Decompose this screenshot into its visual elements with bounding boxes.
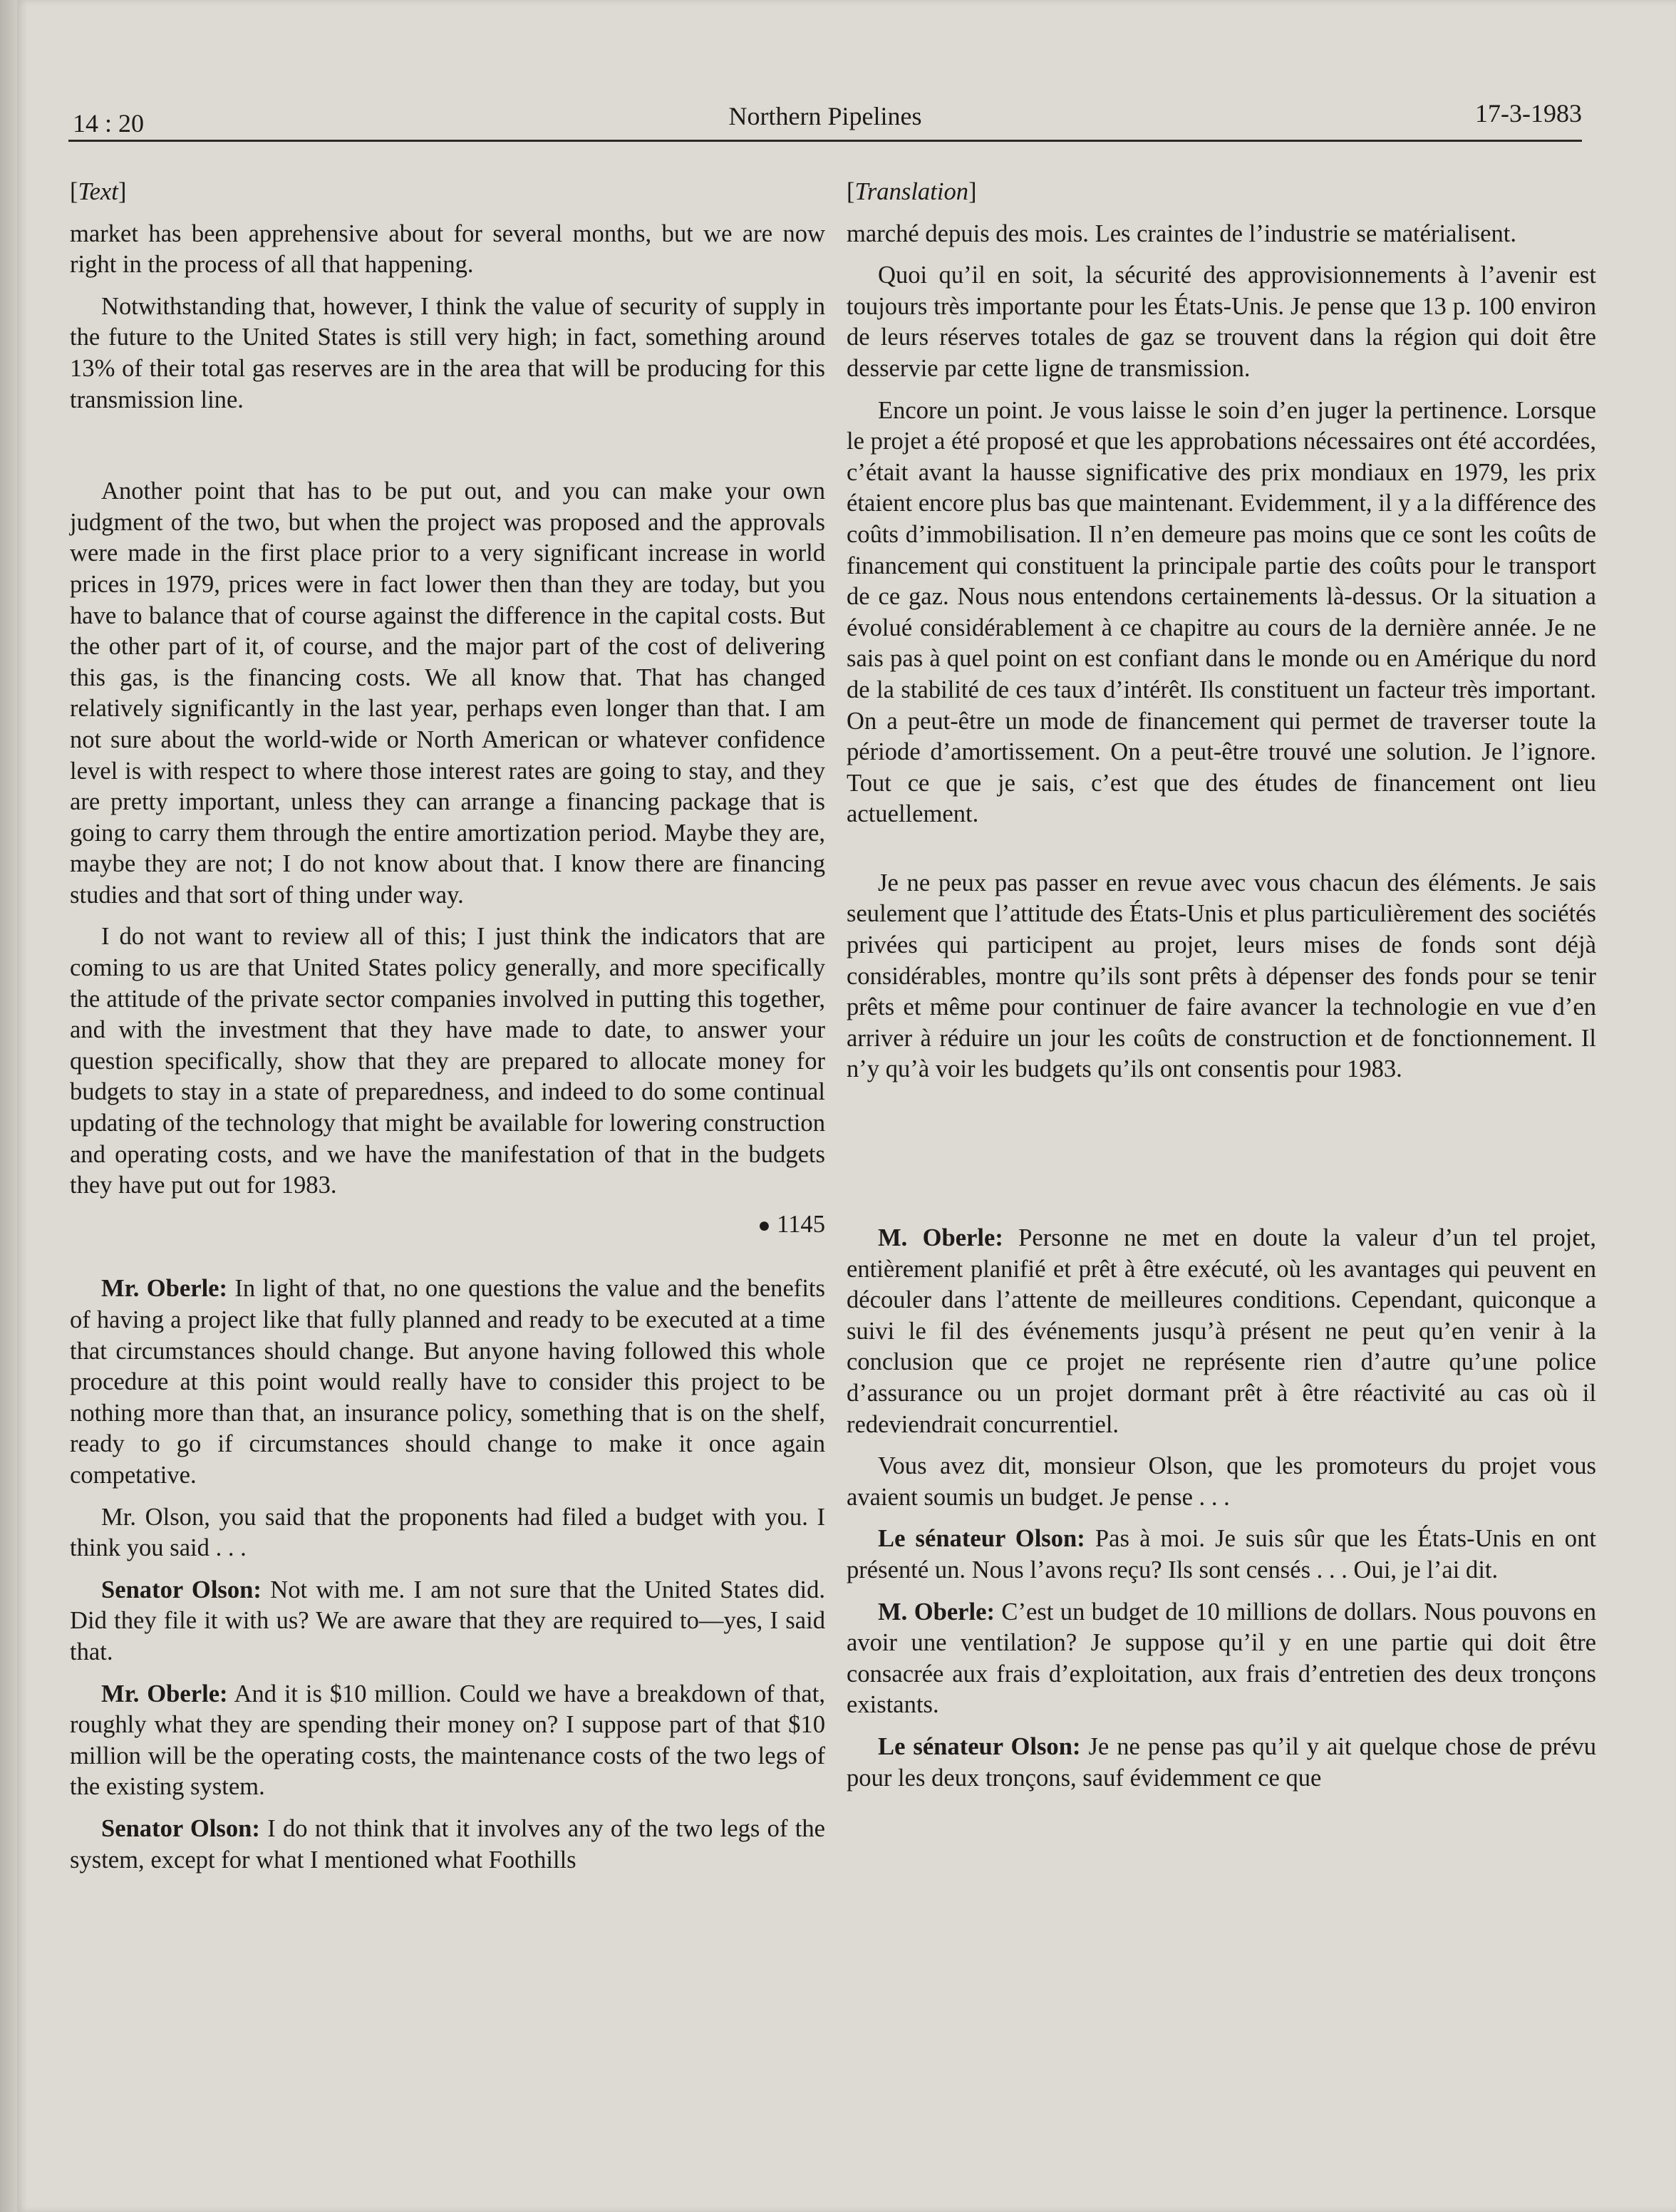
speaker-name: M. Oberle: xyxy=(878,1224,1003,1252)
speaker-name: Senator Olson: xyxy=(101,1814,260,1842)
running-title: Northern Pipelines xyxy=(728,102,922,130)
session-date: 17-3-1983 xyxy=(1475,99,1582,128)
speaker-name: M. Oberle: xyxy=(878,1598,995,1626)
speaker-name: Mr. Oberle: xyxy=(101,1275,228,1303)
english-column xyxy=(70,177,825,1886)
paragraph: Je ne peux pas passer en revue avec vous chacun des éléments. Je sais seulement que l’attitude des États-Unis et plus particulièrement des sociétés privées qui participent au projet, leurs mises de fonds sont déjà considérables, montre qu’ils sont prêts à dépenser des fonds pour se tenir prêts et même pour continuer de faire avancer la technologie en vue d’en arriver à réduire un jour les coûts de construction et de fonctionnement. Il n’y qu’à voir les budgets qu’ils ont consentis pour 1983. xyxy=(847,869,1596,1083)
speech-paragraph: Le sénateur Olson: Je ne pense pas qu’il y ait quelque chose de prévu pour les deux tronçons, sauf évidemment ce que xyxy=(847,1732,1596,1792)
speaker-name: Le sénateur Olson: xyxy=(878,1732,1081,1760)
speech-paragraph: Mr. Oberle: In light of that, no one questions the value and the benefits of having a project like that fully planned and ready to be executed at a time that circumstances should change. But anyone having followed this whole procedure at this point would really have to consider this project to be nothing more than that, an insurance policy, something that is on the shelf, ready to go if circumstances should change to make it once again competative. xyxy=(70,1275,825,1489)
paragraph: Encore un point. Je vous laisse le soin d’en juger la pertinence. Lorsque le projet a été proposé et que les approbations nécessaires ont été accordées, c’était avant la hausse significative des prix mondiaux en 1979, les prix étaient encore plus bas que maintenant. Evidemment, il y a la différence des coûts d’immobilisation. Il n’en demeure pas moins que ce sont les coûts de financement qui constituent la principale partie des coûts pour le transport de ce gaz. Nous nous entendons certainements là-dessus. Or la situation a évolué considérablement à ce chapitre au cours de la dernière année. Je ne sais pas à quel point on est confiant dans le monde ou en Amérique du nord de la stabilité de ces taux d’intérêt. Ils constituent un facteur très important. On a peut-être un mode de financement qui permet de traverser toute la période d’amortissement. On a peut-être trouvé une solution. Je l’ignore. Tout ce que je sais, c’est que des études de financement ont lieu actuellement. xyxy=(847,396,1596,828)
page-header xyxy=(68,93,1582,142)
speech-paragraph: Le sénateur Olson: Pas à moi. Je suis sûr que les États-Unis en ont présenté un. Nous l’avons reçu? Ils sont censés . . . Oui, je l’ai dit. xyxy=(847,1525,1596,1583)
binding-gutter xyxy=(0,0,17,2212)
paragraph: Mr. Olson, you said that the proponents had filed a budget with you. I think you said . . . xyxy=(70,1503,825,1562)
column-tag: [Translation] xyxy=(847,178,977,205)
paragraph: market has been apprehensive about for several months, but we are now right in the process of all that happening. xyxy=(70,219,825,279)
paragraph: Another point that has to be put out, and you can make your own judgment of the two, but when the project was proposed and the approvals were made in the first place prior to a very significant increase in world prices in 1979, prices were in fact lower then than they are today, but you have to balance that of course against the difference in the capital costs. But the other part of it, of course, and the major part of the cost of delivering this gas, is the financing costs. We all know that. That has changed relatively significantly in the last year, perhaps even longer than that. I am not sure about the world-wide or North American or whatever confidence level is with respect to where those interest rates are going to stay, and they are pretty important, unless they can arrange a financing package that is going to carry them through the entire amortization period. Maybe they are, maybe they are not; I do not know about that. I know there are financing studies and that sort of thing under way. xyxy=(70,477,825,909)
page-number: 14 : 20 xyxy=(73,109,145,138)
speaker-name: Le sénateur Olson: xyxy=(878,1525,1085,1553)
paragraph: marché depuis des mois. Les craintes de l’industrie se matérialisent. xyxy=(847,219,1517,247)
paragraph: Quoi qu’il en soit, la sécurité des approvisionnements à l’avenir est toujours très importante pour les États-Unis. Je pense que 13 p. 100 environ de leurs réserves totales de gaz se trouvent dans la région qui doit être desservie par cette ligne de transmission. xyxy=(847,262,1596,382)
time-marker: ● 1145 xyxy=(757,1210,825,1238)
column-tag: [Text] xyxy=(70,178,127,205)
bullet-icon: ● xyxy=(757,1213,771,1237)
paragraph: Vous avez dit, monsieur Olson, que les promoteurs du projet vous avaient soumis un budget. Je pense . . . xyxy=(847,1452,1596,1511)
speech-paragraph: Mr. Oberle: And it is $10 million. Could we have a breakdown of that, roughly what they are spending their money on? I suppose part of that $10 million will be the operating costs, the maintenance costs of the two legs of the existing system. xyxy=(70,1680,825,1801)
speech-paragraph: Senator Olson: I do not think that it involves any of the two legs of the system, except for what I mentioned what Foothills xyxy=(70,1814,825,1874)
paragraph: Notwithstanding that, however, I think the value of security of supply in the future to the United States is still very high; in fact, something around 13% of their total gas reserves are in the area that will be producing for this transmission line. xyxy=(70,292,825,413)
speech-paragraph: M. Oberle: C’est un budget de 10 millions de dollars. Nous pouvons en avoir une ventilation? Je suppose qu’il y en une partie qui doit être consacrée aux frais d’exploitation, aux frais d’entretien des deux tronçons existants. xyxy=(847,1598,1596,1719)
paragraph: I do not want to review all of this; I just think the indicators that are coming to us are that United States policy generally, and more specifically the attitude of the private sector companies involved in putting this together, and with the investment that they have made to date, to answer your question specifically, show that they are prepared to allocate money for budgets to stay in a state of preparedness, and indeed to do some continual updating of the technology that might be available for lowering construction and operating costs, and we have the manifestation of that in the budgets they have put out for 1983. xyxy=(70,923,825,1199)
speech-paragraph: M. Oberle: Personne ne met en doute la valeur d’un tel projet, entièrement planifié et prêt à être exécuté, où les avantages qui peuvent en découler dans l’attente de meilleures conditions. Cependant, quiconque a suivi le fil des événements jusqu’à présent ne peut qu’en venir à la conclusion que ce projet ne représente rien d’autre qu’une police d’assurance ou un projet dormant prêt à être réactivité au cas où il redeviendrait concurrentiel. xyxy=(847,1224,1596,1438)
speech-paragraph: Senator Olson: Not with me. I am not sure that the United States did. Did they file it with us? We are aware that they are required to—yes, I said that. xyxy=(70,1576,826,1665)
speaker-name: Mr. Oberle: xyxy=(101,1680,228,1707)
french-column xyxy=(847,177,1596,1804)
speaker-name: Senator Olson: xyxy=(101,1576,262,1603)
